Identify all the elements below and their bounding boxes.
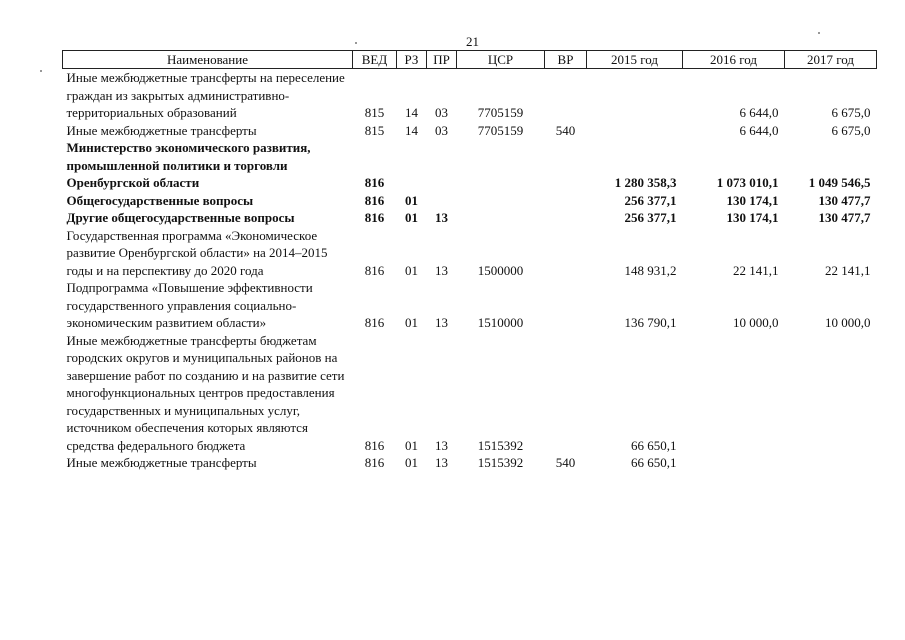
header-row xyxy=(63,51,877,69)
table-row xyxy=(63,192,877,210)
table-row xyxy=(63,279,877,332)
table-body xyxy=(63,69,877,472)
cell-pr: 03 xyxy=(435,105,448,120)
cell-ved: 816 xyxy=(364,210,385,225)
cell-pr: 03 xyxy=(435,122,448,138)
cell-ved: 815 xyxy=(364,122,385,138)
cell-vr xyxy=(545,139,587,192)
cell-pr: 13 xyxy=(435,315,448,330)
cell-name: Подпрограмма «Повышение эффективности государственного управления социально-экономическим развитием области» xyxy=(66,280,313,330)
cell-y2016: 6 644,0 xyxy=(739,122,779,138)
cell-pr: 13 xyxy=(435,455,448,470)
scan-speck xyxy=(40,70,42,72)
cell-csr: 1500000 xyxy=(477,262,524,278)
cell-y2016: 6 644,0 xyxy=(739,105,779,120)
cell-y2016: 130 174,1 xyxy=(726,210,779,225)
header-2017: 2017 год xyxy=(785,51,877,69)
cell-rz: 01 xyxy=(405,262,418,278)
header-rz: РЗ xyxy=(397,51,427,69)
cell-rz: 01 xyxy=(405,210,418,225)
cell-vr: 540 xyxy=(555,455,576,470)
cell-y2017: 130 477,7 xyxy=(818,210,871,225)
table-row xyxy=(63,122,877,140)
page-number: 21 xyxy=(466,34,479,49)
cell-y2016: 22 141,1 xyxy=(733,262,779,278)
cell-ved: 816 xyxy=(364,192,385,208)
cell-y2016: 10 000,0 xyxy=(733,315,779,330)
scan-speck xyxy=(818,32,820,34)
cell-ved: 816 xyxy=(364,437,385,453)
cell-y2017: 6 675,0 xyxy=(831,105,871,120)
table-row xyxy=(63,209,877,227)
budget-table xyxy=(62,50,877,472)
cell-csr: 1515392 xyxy=(477,437,524,453)
header-csr: ЦСР xyxy=(457,51,545,69)
cell-vr xyxy=(545,279,587,332)
cell-y2017 xyxy=(785,454,877,472)
cell-csr: 7705159 xyxy=(477,122,524,138)
cell-pr xyxy=(427,139,457,192)
cell-y2017: 130 477,7 xyxy=(818,192,871,208)
cell-name: Государственная программа «Экономическое развитие Оренбургской области» на 2014–2015 годы и на перспективу до 2020 года xyxy=(66,227,328,278)
cell-vr xyxy=(545,192,587,210)
cell-y2016 xyxy=(683,454,785,472)
cell-y2015 xyxy=(587,69,683,122)
cell-y2015: 66 650,1 xyxy=(631,455,677,470)
cell-pr: 13 xyxy=(435,262,448,278)
cell-y2017: 6 675,0 xyxy=(831,122,871,138)
header-ved: ВЕД xyxy=(353,51,397,69)
cell-rz xyxy=(397,139,427,192)
scan-speck xyxy=(355,42,357,44)
cell-rz: 01 xyxy=(405,315,418,330)
cell-y2015: 66 650,1 xyxy=(631,437,677,453)
header-2016: 2016 год xyxy=(683,51,785,69)
cell-name: Иные межбюджетные трансферты xyxy=(66,455,257,470)
cell-vr xyxy=(545,209,587,227)
header-2015: 2015 год xyxy=(587,51,683,69)
cell-y2016: 130 174,1 xyxy=(726,192,779,208)
table-row xyxy=(63,139,877,192)
cell-y2015: 1 280 358,3 xyxy=(614,175,677,190)
cell-name: Министерство экономического развития, промышленной политики и торговли Оренбургской области xyxy=(66,140,311,190)
cell-csr xyxy=(457,139,545,192)
cell-rz: 14 xyxy=(405,122,418,138)
cell-y2016 xyxy=(683,332,785,455)
cell-y2017: 10 000,0 xyxy=(825,315,871,330)
cell-pr: 13 xyxy=(435,437,448,453)
cell-y2015: 256 377,1 xyxy=(624,210,677,225)
cell-rz: 14 xyxy=(405,105,418,120)
table-row xyxy=(63,227,877,280)
cell-ved: 816 xyxy=(364,455,385,470)
cell-y2015: 148 931,2 xyxy=(624,262,677,278)
cell-name: Общегосударственные вопросы xyxy=(66,192,254,208)
cell-y2016: 1 073 010,1 xyxy=(716,175,779,190)
cell-ved: 816 xyxy=(364,175,385,190)
table-row xyxy=(63,332,877,455)
cell-y2017 xyxy=(785,332,877,455)
cell-ved: 816 xyxy=(364,262,385,278)
header-pr: ПР xyxy=(427,51,457,69)
cell-pr: 13 xyxy=(435,210,448,225)
cell-ved: 816 xyxy=(364,315,385,330)
table-row xyxy=(63,69,877,122)
cell-rz: 01 xyxy=(405,192,418,208)
cell-name: Иные межбюджетные трансферты на переселение граждан из закрытых административно-территориальных образований xyxy=(66,70,345,120)
cell-rz: 01 xyxy=(405,437,418,453)
table-row xyxy=(63,454,877,472)
cell-name: Другие общегосударственные вопросы xyxy=(66,210,295,225)
cell-csr xyxy=(457,192,545,210)
cell-name: Иные межбюджетные трансферты бюджетам городских округов и муниципальных районов на завершение работ по созданию и на развитие сети многофункциональных центров предоставления государственных и муниципальных услуг, источником обеспечения которых являются средства федерального бюджета xyxy=(66,332,345,453)
cell-vr xyxy=(545,332,587,455)
cell-csr: 1515392 xyxy=(477,455,524,470)
cell-y2015: 136 790,1 xyxy=(624,315,677,330)
cell-ved: 815 xyxy=(364,105,385,120)
cell-y2017: 1 049 546,5 xyxy=(808,175,871,190)
cell-csr: 7705159 xyxy=(477,105,524,120)
cell-vr: 540 xyxy=(555,122,576,138)
header-name: Наименование xyxy=(63,51,353,69)
cell-vr xyxy=(545,69,587,122)
cell-csr xyxy=(457,209,545,227)
cell-csr: 1510000 xyxy=(477,315,524,330)
cell-y2017: 22 141,1 xyxy=(825,262,871,278)
header-vr: ВР xyxy=(545,51,587,69)
cell-rz: 01 xyxy=(405,455,418,470)
cell-y2015: 256 377,1 xyxy=(624,192,677,208)
cell-pr xyxy=(427,192,457,210)
cell-name: Иные межбюджетные трансферты xyxy=(66,122,257,138)
cell-y2015 xyxy=(587,122,683,140)
cell-vr xyxy=(545,227,587,280)
